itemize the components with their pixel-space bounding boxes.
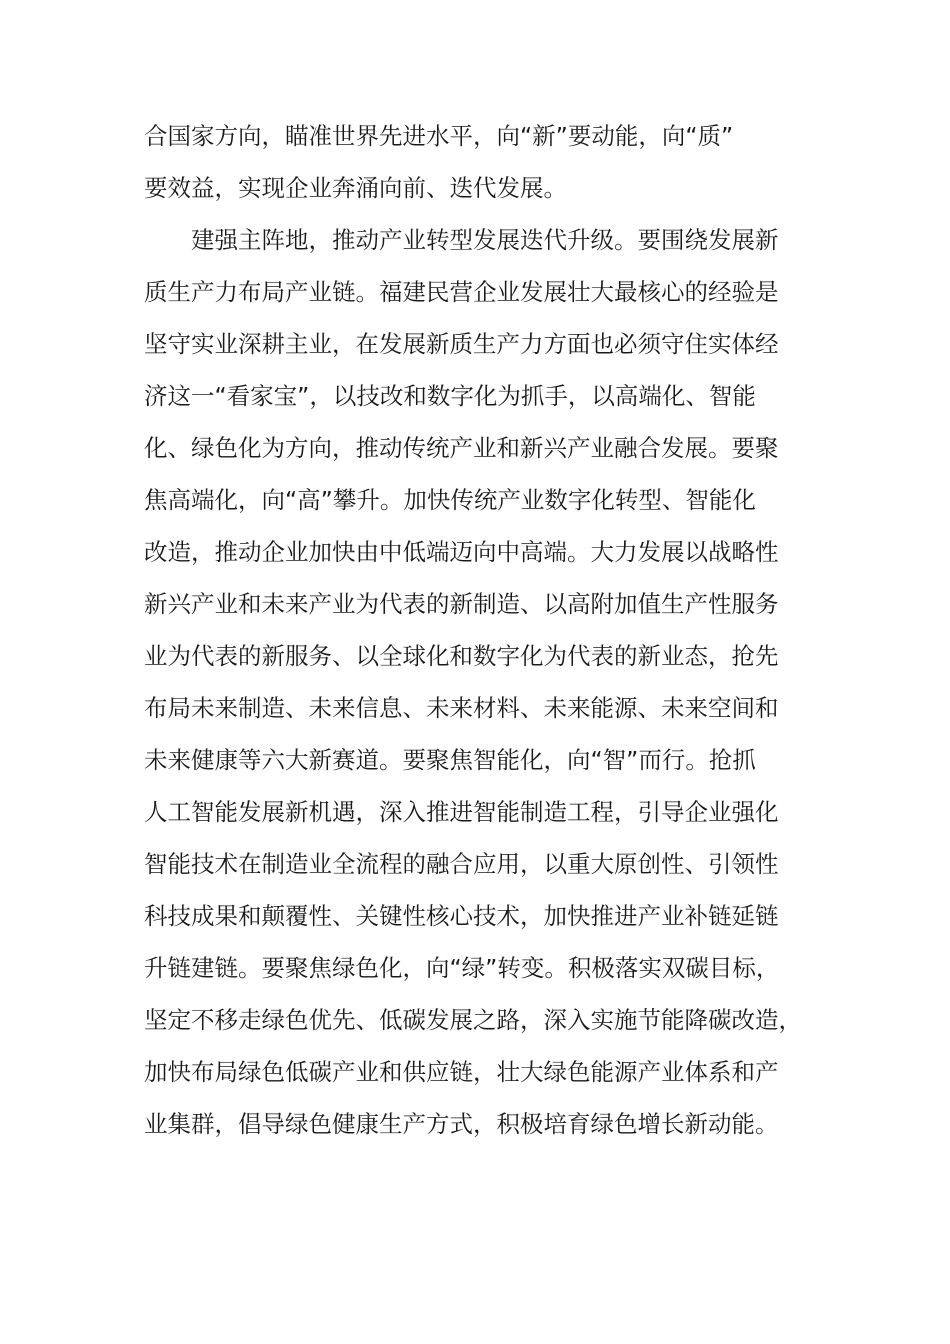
text-line: 坚守实业深耕主业，在发展新质生产力方面也必须守住实体经 <box>144 330 779 358</box>
text-line: 科技成果和颠覆性、关键性核心技术，加快推进产业补链延链 <box>144 902 779 930</box>
text-line: 升链建链。要聚焦绿色化，向“绿”转变。积极落实双碳目标， <box>144 954 780 982</box>
paragraph-2 <box>144 214 804 1150</box>
text-line: 质生产力布局产业链。福建民营企业发展壮大最核心的经验是 <box>144 278 779 306</box>
text-line: 化、绿色化为方向，推动传统产业和新兴产业融合发展。要聚 <box>144 434 779 462</box>
text-line: 建强主阵地，推动产业转型发展迭代升级。要围绕发展新 <box>191 226 779 254</box>
text-line: 济这一“看家宝”，以技改和数字化为抓手，以高端化、智能 <box>144 382 756 410</box>
paragraph-1 <box>144 110 804 214</box>
text-line: 合国家方向，瞄准世界先进水平，向“新”要动能，向“质” <box>144 122 734 150</box>
text-line: 未来健康等六大新赛道。要聚焦智能化，向“智”而行。抢抓 <box>144 746 756 774</box>
text-line: 布局未来制造、未来信息、未来材料、未来能源、未来空间和 <box>144 694 779 722</box>
text-line: 焦高端化，向“高”攀升。加快传统产业数字化转型、智能化 <box>144 486 756 514</box>
text-line: 坚定不移走绿色优先、低碳发展之路，深入实施节能降碳改造， <box>144 1006 802 1034</box>
text-line: 要效益，实现企业奔涌向前、迭代发展。 <box>144 174 567 202</box>
text-line: 智能技术在制造业全流程的融合应用，以重大原创性、引领性 <box>144 850 779 878</box>
text-line: 业为代表的新服务、以全球化和数字化为代表的新业态，抢先 <box>144 642 779 670</box>
text-line: 人工智能发展新机遇，深入推进智能制造工程，引导企业强化 <box>144 798 779 826</box>
text-line: 业集群，倡导绿色健康生产方式，积极培育绿色增长新动能。 <box>144 1110 779 1138</box>
text-line: 加快布局绿色低碳产业和供应链，壮大绿色能源产业体系和产 <box>144 1058 779 1086</box>
text-line: 新兴产业和未来产业为代表的新制造、以高附加值生产性服务 <box>144 590 779 618</box>
text-line: 改造，推动企业加快由中低端迈向中高端。大力发展以战略性 <box>144 538 779 566</box>
body-text <box>144 110 804 1150</box>
